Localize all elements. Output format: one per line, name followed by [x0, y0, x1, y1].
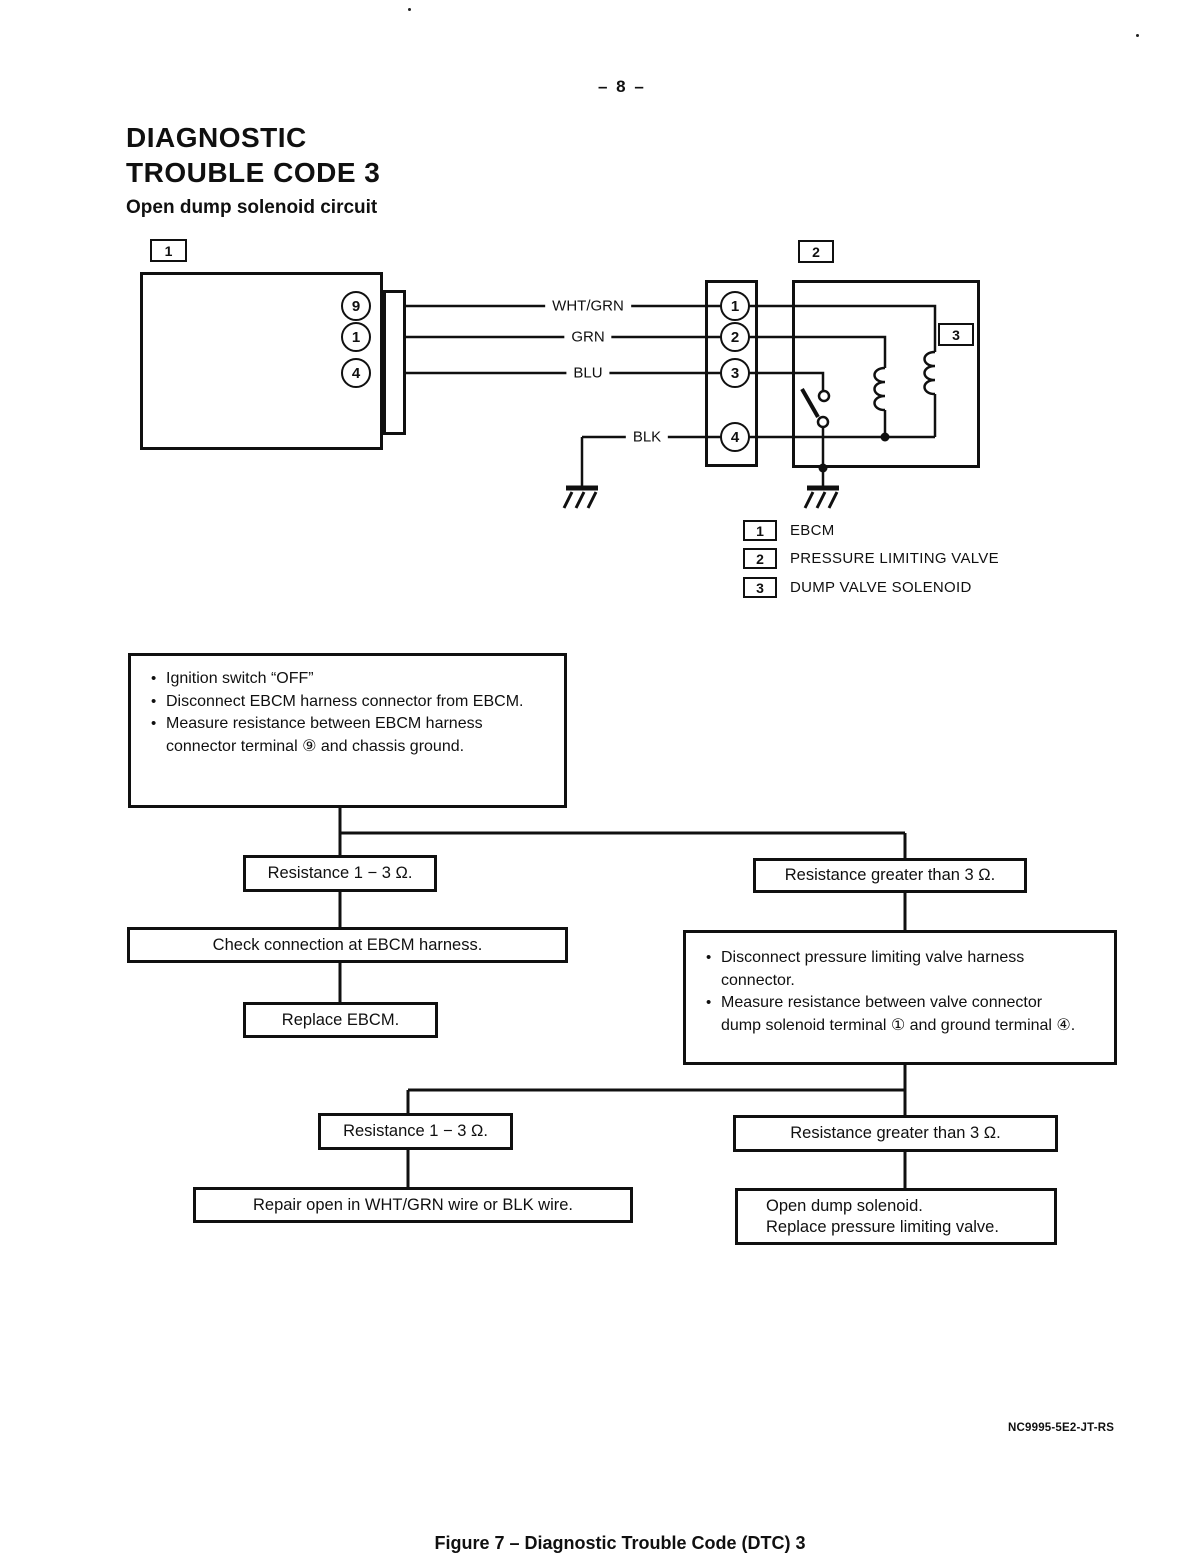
legend-tag-3	[743, 577, 777, 598]
dump-solenoid-tag-number: 3	[952, 326, 960, 343]
wire-label-wht-grn: WHT/GRN	[545, 298, 631, 315]
flow-check-connection-box: Check connection at EBCM harness.	[127, 927, 568, 963]
connector-pin-1	[720, 291, 750, 321]
flow-result-low-2: Resistance 1 − 3 Ω.	[318, 1113, 513, 1150]
legend-label-ebcm: EBCM	[790, 522, 835, 539]
start-bullet-1: • Ignition switch “OFF”	[149, 668, 531, 691]
legend-tag-1	[743, 520, 777, 541]
connector-pin-3	[720, 358, 750, 388]
legend-tag-2	[743, 548, 777, 569]
ebcm-pin-4-number: 4	[351, 364, 361, 382]
replace-valve-line1: Open dump solenoid.	[766, 1196, 923, 1215]
connector-pin-1-number: 1	[730, 297, 740, 315]
flow-valve-test-box	[683, 930, 1117, 1065]
connector-pin-4-number: 4	[730, 428, 740, 446]
start-bullet-2: • Disconnect EBCM harness connector from EBCM.	[149, 691, 531, 714]
replace-valve-line2: Replace pressure limiting valve.	[766, 1217, 999, 1236]
ebcm-connector-strip	[383, 290, 406, 435]
legend-tag-3-number: 3	[756, 579, 764, 596]
ebcm-pin-9	[341, 291, 371, 321]
scan-artifact	[1136, 34, 1139, 37]
legend-label-pressure-limiting-valve: PRESSURE LIMITING VALVE	[790, 550, 999, 567]
page-number: – 8 –	[598, 77, 646, 96]
pressure-valve-tag	[798, 240, 834, 263]
replace-valve-text	[766, 1196, 999, 1237]
valve-test-bullet-2: • Measure resistance between valve connector dump solenoid terminal ① and ground terminal ④.	[704, 992, 1076, 1037]
legend-tag-1-number: 1	[756, 522, 764, 539]
ebcm-pin-4	[341, 358, 371, 388]
start-bullet-3: • Measure resistance between EBCM harness connector terminal ⑨ and chassis ground.	[149, 713, 531, 758]
wire-blu	[406, 373, 823, 391]
flow-start-box	[128, 653, 567, 808]
page-subtitle: Open dump solenoid circuit	[126, 197, 378, 218]
flow-replace-ebcm-box: Replace EBCM.	[243, 1002, 438, 1038]
page-title-line2: TROUBLE CODE 3	[126, 157, 381, 188]
connector-pin-2	[720, 322, 750, 352]
page-title-line1: DIAGNOSTIC	[126, 122, 307, 153]
valve-test-bullet-1: • Disconnect pressure limiting valve harness connector.	[704, 947, 1076, 992]
wire-label-grn: GRN	[564, 329, 611, 346]
connector-pin-4	[720, 422, 750, 452]
legend-tag-2-number: 2	[756, 550, 764, 567]
ground-symbol-right	[805, 488, 839, 508]
connector-pin-2-number: 2	[730, 328, 740, 346]
scan-artifact	[408, 8, 411, 11]
ebcm-tag	[150, 239, 187, 262]
ebcm-pin-1-number: 1	[351, 328, 361, 346]
ground-symbol-left	[564, 488, 598, 508]
wire-label-blu: BLU	[566, 365, 609, 382]
ebcm-pin-9-number: 9	[351, 297, 361, 315]
flow-replace-valve-box	[735, 1188, 1057, 1245]
wire-label-blk: BLK	[626, 429, 668, 446]
connector-pin-3-number: 3	[730, 364, 740, 382]
flow-result-high-2: Resistance greater than 3 Ω.	[733, 1115, 1058, 1152]
flow-result-low-1: Resistance 1 − 3 Ω.	[243, 855, 437, 892]
start-bullet-list	[149, 668, 531, 758]
pressure-valve-tag-number: 2	[812, 243, 820, 260]
document-code: NC9995-5E2-JT-RS	[1008, 1422, 1115, 1434]
ebcm-pin-1	[341, 322, 371, 352]
pressure-limiting-valve-box	[792, 280, 980, 468]
ebcm-tag-number: 1	[164, 242, 173, 259]
flow-result-high-1: Resistance greater than 3 Ω.	[753, 858, 1027, 893]
valve-test-bullet-list	[704, 947, 1076, 1037]
legend-label-dump-valve-solenoid: DUMP VALVE SOLENOID	[790, 579, 972, 596]
figure-caption: Figure 7 – Diagnostic Trouble Code (DTC) 3	[434, 1533, 806, 1553]
flow-repair-wire-box: Repair open in WHT/GRN wire or BLK wire.	[193, 1187, 633, 1223]
